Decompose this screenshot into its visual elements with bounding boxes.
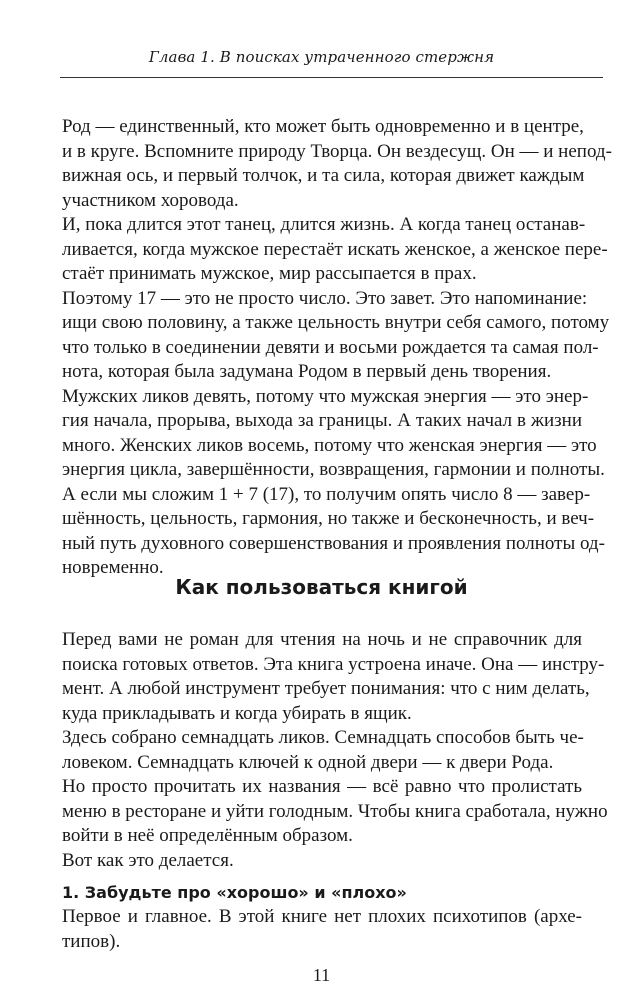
section-heading: Как пользоваться книгой: [175, 575, 468, 599]
text-line: Перед вами не роман для чтения на ночь и не справочник для: [62, 629, 582, 650]
paragraph: [62, 726, 582, 775]
text-line: Поэтому 17 — это не просто число. Это завет. Это напоминание:: [62, 287, 588, 309]
text-line: Род — единственный, кто может быть одновременно и в центре,: [62, 116, 584, 137]
text-line: Первое и главное. В этой книге нет плохих психотипов (архе-: [62, 906, 582, 927]
page-number: 11: [312, 965, 331, 985]
text-line: шённость, цельность, гармония, но также и бесконечность, и веч-: [62, 508, 595, 529]
text-line: Вот как это делается.: [62, 849, 234, 871]
running-header: Глава 1. В поисках утраченного стержня: [148, 48, 495, 66]
text-line: гия начала, прорыва, выхода за границы. А таких начал в жизни: [62, 410, 582, 431]
text-line: ловеком. Семнадцать ключей к одной двери — к двери Рода.: [62, 751, 554, 773]
text-line: ливается, когда мужское перестаёт искать женское, а женское пере-: [62, 238, 608, 260]
paragraph: [62, 775, 608, 849]
section-3-text: [62, 905, 582, 954]
subheading: 1. Забудьте про «хорошо» и «плохо»: [62, 883, 407, 902]
text-line: типов).: [62, 930, 121, 952]
paragraph: [62, 115, 612, 213]
text-line: Мужских ликов девять, потому что мужская энергия — это энер-: [62, 385, 589, 407]
paragraph: [62, 628, 605, 726]
text-line: и в круге. Вспомните природу Творца. Он вездесущ. Он — и непод-: [62, 140, 612, 162]
text-line: меню в ресторане и уйти голодным. Чтобы книга сработала, нужно: [62, 800, 608, 822]
section-1-text: [62, 115, 612, 581]
text-line: энергия цикла, завершённости, возвращения, гармонии и полноты.: [62, 459, 605, 480]
text-line: много. Женских ликов восемь, потому что женская энергия — это: [62, 434, 597, 456]
header-rule: [60, 77, 603, 78]
paragraph: [62, 483, 605, 581]
paragraph: [62, 287, 610, 385]
text-line: И, пока длится этот танец, длится жизнь. А когда танец останав-: [62, 214, 586, 235]
text-line: стаёт принимать мужское, мир рассыпается в прах.: [62, 263, 477, 284]
text-line: Здесь собрано семнадцать ликов. Семнадцать способов быть че-: [62, 727, 584, 748]
text-line: вижная ось, и первый толчок, и та сила, которая движет каждым: [62, 165, 585, 186]
section-2-text: [62, 628, 608, 873]
text-line: ищи свою половину, а также цельность внутри себя самого, потому: [62, 312, 610, 333]
paragraph: [62, 213, 608, 287]
text-line: поиска готовых ответов. Эта книга устроена иначе. Она — инстру-: [62, 653, 605, 675]
text-line: войти в неё определённым образом.: [62, 825, 353, 846]
paragraph: [62, 905, 582, 954]
text-line: новременно.: [62, 557, 164, 578]
text-line: что только в соединении девяти и восьми рождается та самая пол-: [62, 336, 599, 358]
text-line: нота, которая была задумана Родом в первый день творения.: [62, 361, 552, 382]
paragraph: [62, 385, 605, 483]
text-line: мент. А любой инструмент требует понимания: что с ним делать,: [62, 678, 590, 699]
paragraph: [62, 849, 582, 874]
text-line: участником хоровода.: [62, 189, 239, 211]
text-line: А если мы сложим 1 + 7 (17), то получим опять число 8 — завер-: [62, 483, 591, 505]
text-line: ный путь духовного совершенствования и проявления полноты од-: [62, 532, 605, 554]
text-line: Но просто прочитать их названия — всё равно что пролистать: [62, 776, 582, 797]
text-line: куда прикладывать и когда убирать в ящик.: [62, 702, 412, 724]
